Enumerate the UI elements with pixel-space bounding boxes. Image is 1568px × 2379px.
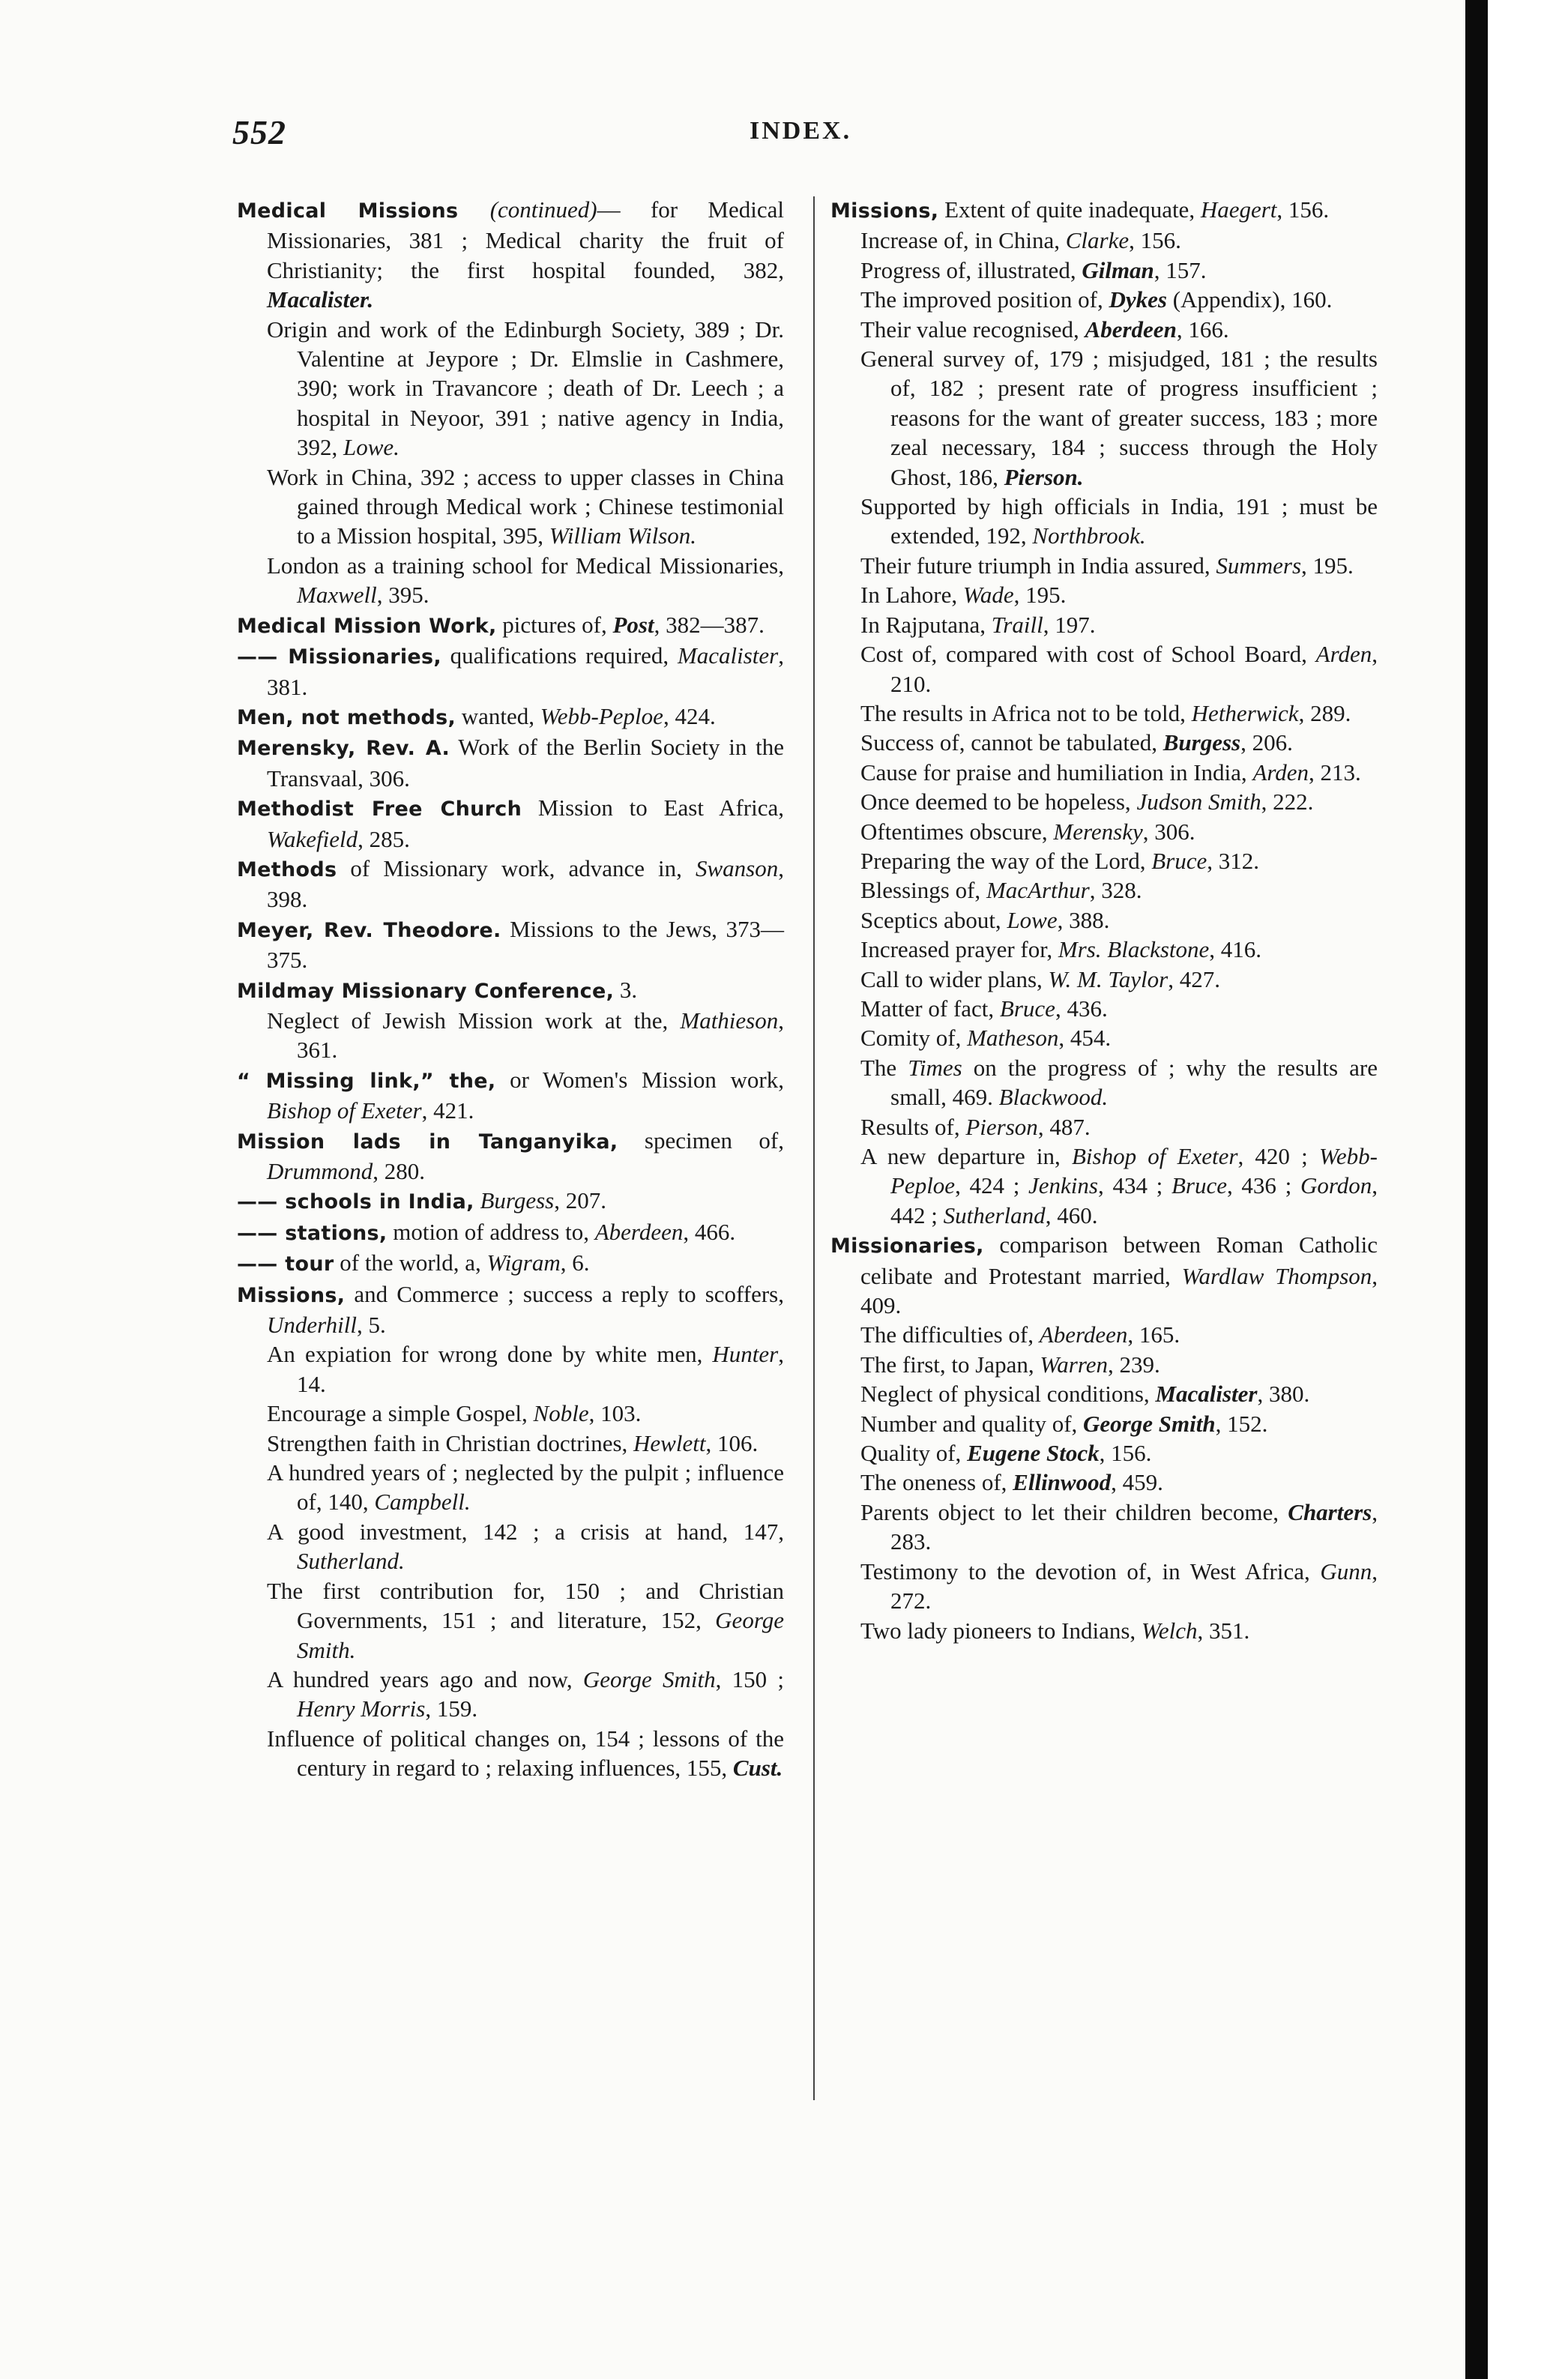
entry-text: , 156. bbox=[1099, 1440, 1152, 1467]
entry-author: Gunn bbox=[1320, 1558, 1372, 1585]
entry-text: , 272. bbox=[890, 1558, 1378, 1614]
index-subentry bbox=[830, 1112, 1378, 1142]
entry-text: , 156. bbox=[1129, 227, 1181, 254]
entry-heading: Methods bbox=[237, 857, 337, 881]
index-subentry bbox=[830, 1468, 1378, 1497]
page-number: 552 bbox=[232, 113, 286, 151]
entry-text: , 328. bbox=[1089, 877, 1142, 904]
index-subentry bbox=[830, 551, 1378, 580]
entry-text: Oftentimes obscure, bbox=[860, 818, 1054, 845]
entry-author: Hunter bbox=[712, 1341, 779, 1368]
entry-author: George Smith bbox=[1083, 1410, 1216, 1437]
entry-text: , 442 ; bbox=[890, 1172, 1378, 1228]
index-entry bbox=[237, 975, 784, 1006]
index-subentry bbox=[237, 462, 784, 551]
entry-author: Noble bbox=[533, 1400, 589, 1427]
index-entry bbox=[237, 1217, 784, 1248]
entry-author: Traill bbox=[991, 611, 1043, 638]
entry-text: , 487. bbox=[1037, 1113, 1091, 1140]
entry-author: Judson Smith bbox=[1136, 789, 1261, 815]
entry-author: Macalister bbox=[1155, 1381, 1258, 1408]
index-entry bbox=[237, 732, 784, 793]
entry-text: A new departure in, bbox=[860, 1143, 1072, 1169]
entry-text: , 421. bbox=[421, 1097, 474, 1124]
entry-heading: “ Missing link,” the, bbox=[237, 1069, 496, 1093]
index-entry bbox=[237, 702, 784, 732]
entry-heading: Missions, bbox=[830, 199, 939, 223]
entry-text: General survey of, 179 ; misjudged, 181 ; the results of, 182 ; present rate of progress insufficient ; reasons for the want of greater success, 183 ; more zeal necessary, 184 ; success through the Holy Ghost, 186, bbox=[860, 346, 1378, 490]
index-subentry bbox=[830, 846, 1378, 875]
entry-author: Webb-Peploe bbox=[890, 1143, 1378, 1199]
entry-author: W. M. Taylor bbox=[1048, 965, 1169, 992]
index-subentry bbox=[830, 1053, 1378, 1112]
index-subentry bbox=[237, 551, 784, 610]
entry-text: pictures of, bbox=[496, 611, 613, 638]
entry-author: Aberdeen bbox=[594, 1218, 684, 1245]
entry-author: Dykes bbox=[1109, 286, 1167, 313]
entry-text: 3. bbox=[614, 976, 638, 1003]
entry-author: Sutherland. bbox=[297, 1548, 405, 1575]
entry-text: The results in Africa not to be told, bbox=[860, 699, 1192, 726]
entry-text: , 460. bbox=[1045, 1201, 1098, 1228]
entry-text: specimen of, bbox=[618, 1127, 785, 1154]
entry-author: Summers bbox=[1216, 552, 1302, 579]
entry-author: Bishop of Exeter bbox=[1071, 1143, 1238, 1169]
entry-text: , 195. bbox=[1013, 582, 1067, 609]
entry-text: Success of, cannot be tabulated, bbox=[860, 729, 1163, 756]
running-head: INDEX. bbox=[750, 117, 852, 145]
entry-author: Campbell. bbox=[374, 1489, 471, 1516]
entry-text: , 436. bbox=[1055, 995, 1108, 1022]
index-subentry bbox=[237, 1724, 784, 1783]
index-entry bbox=[237, 1126, 784, 1187]
entry-text: The difficulties of, bbox=[860, 1321, 1040, 1348]
entry-author: Hewlett bbox=[633, 1429, 706, 1456]
entry-text: , 424. bbox=[663, 702, 716, 729]
entry-text: Testimony to the devotion of, in West Africa, bbox=[860, 1558, 1321, 1585]
entry-text: , 395. bbox=[376, 582, 429, 609]
entry-author: Charters bbox=[1288, 1498, 1372, 1525]
entry-text: Progress of, illustrated, bbox=[860, 256, 1082, 283]
entry-text: Supported by high officials in India, 191 ; must be extended, 192, bbox=[860, 493, 1378, 549]
entry-author: Burgess bbox=[480, 1187, 555, 1214]
column-divider bbox=[813, 196, 815, 2100]
entry-author: Clarke bbox=[1065, 227, 1130, 254]
index-subentry bbox=[237, 1429, 784, 1458]
index-subentry bbox=[237, 315, 784, 462]
entry-text: , 207. bbox=[554, 1187, 606, 1214]
entry-author: Jenkins bbox=[1028, 1172, 1098, 1199]
entry-author: Wakefield bbox=[267, 825, 358, 852]
entry-author: Drummond bbox=[267, 1158, 373, 1184]
index-entry bbox=[237, 641, 784, 702]
index-subentry bbox=[830, 935, 1378, 964]
entry-author: Wigram bbox=[486, 1249, 561, 1276]
entry-heading: Methodist Free Church bbox=[237, 797, 522, 821]
entry-text: , 427. bbox=[1168, 965, 1220, 992]
entry-text: Parents object to let their children become, bbox=[860, 1498, 1288, 1525]
entry-author: Arden bbox=[1252, 759, 1309, 786]
entry-author: (continued) bbox=[489, 196, 597, 223]
entry-text: Influence of political changes on, 154 ; lessons of the century in regard to ; relaxing influences, 155, bbox=[267, 1725, 784, 1782]
entry-author: Haegert bbox=[1200, 196, 1277, 223]
entry-author: Bruce bbox=[999, 995, 1055, 1022]
entry-text: , 351. bbox=[1197, 1617, 1250, 1644]
entry-author: George Smith bbox=[582, 1665, 716, 1692]
entry-text: The oneness of, bbox=[860, 1469, 1013, 1496]
entry-author: Welch bbox=[1141, 1617, 1198, 1644]
entry-text: An expiation for wrong done by white men, bbox=[267, 1341, 713, 1368]
index-subentry bbox=[830, 817, 1378, 846]
entry-heading: Medical Mission Work, bbox=[237, 614, 497, 638]
index-subentry bbox=[830, 905, 1378, 935]
entry-text: , 280. bbox=[373, 1158, 425, 1184]
index-subentry bbox=[830, 492, 1378, 551]
entry-text: Sceptics about, bbox=[860, 906, 1007, 933]
entry-heading: Men, not methods, bbox=[237, 705, 456, 729]
entry-author: Macalister. bbox=[267, 286, 374, 313]
entry-author: Pierson bbox=[965, 1113, 1038, 1140]
entry-text: , 306. bbox=[1142, 818, 1195, 845]
entry-text: — for Medical Missionaries, 381 ; Medical charity the fruit of Christianity; the first hospital founded, 382, bbox=[267, 196, 784, 283]
entry-author: Swanson bbox=[696, 854, 779, 881]
entry-text: , 398. bbox=[267, 854, 784, 913]
entry-text: , 381. bbox=[267, 642, 784, 700]
index-subentry bbox=[830, 1320, 1378, 1349]
entry-text: The first contribution for, 150 ; and Christian Governments, 151 ; and literature, 152, bbox=[267, 1577, 784, 1634]
entry-text: , 222. bbox=[1261, 789, 1314, 815]
entry-text: (Appendix), 160. bbox=[1166, 286, 1333, 313]
entry-text: , 210. bbox=[890, 641, 1378, 697]
entry-text: Neglect of Jewish Mission work at the, bbox=[267, 1007, 681, 1034]
index-subentry bbox=[830, 1379, 1378, 1408]
entry-text: , 103. bbox=[588, 1400, 642, 1427]
entry-text: , 6. bbox=[560, 1249, 590, 1276]
index-subentry bbox=[830, 580, 1378, 609]
entry-text: , 165. bbox=[1127, 1321, 1180, 1348]
entry-text: on the progress of ; why the results are small, 469. bbox=[890, 1054, 1378, 1111]
index-subentry bbox=[830, 1438, 1378, 1468]
entry-text: Work of the Berlin Society in the Transvaal, 306. bbox=[267, 734, 784, 792]
entry-text: , 14. bbox=[297, 1341, 784, 1397]
entry-text: , 312. bbox=[1207, 847, 1260, 874]
index-subentry bbox=[830, 1023, 1378, 1052]
entry-text: , 434 ; bbox=[1098, 1172, 1172, 1199]
entry-text: Cause for praise and humiliation in India, bbox=[860, 759, 1253, 786]
entry-text: , 152. bbox=[1215, 1410, 1268, 1437]
entry-text: A hundred years of ; neglected by the pulpit ; influence of, 140, bbox=[267, 1459, 784, 1516]
entry-heading: —— stations, bbox=[237, 1221, 388, 1245]
entry-author: Gilman bbox=[1082, 256, 1154, 283]
entry-heading: Mission lads in Tanganyika, bbox=[237, 1130, 618, 1154]
entry-text: A good investment, 142 ; a crisis at hand, 147, bbox=[267, 1518, 784, 1545]
index-entry bbox=[237, 914, 784, 975]
index-entry bbox=[237, 793, 784, 854]
entry-text: Quality of, bbox=[860, 1440, 968, 1467]
index-subentry bbox=[237, 1458, 784, 1517]
entry-author: Matheson bbox=[967, 1025, 1059, 1052]
entry-text: Once deemed to be hopeless, bbox=[860, 789, 1137, 815]
index-subentry bbox=[237, 1399, 784, 1428]
index-subentry bbox=[830, 315, 1378, 344]
entry-text: Encourage a simple Gospel, bbox=[267, 1400, 534, 1427]
entry-text: Call to wider plans, bbox=[860, 965, 1049, 992]
index-subentry bbox=[830, 728, 1378, 757]
index-entry bbox=[237, 1186, 784, 1216]
entry-text: , 159. bbox=[425, 1695, 478, 1722]
index-entry bbox=[237, 1279, 784, 1340]
entry-text: , 195. bbox=[1301, 552, 1354, 579]
entry-heading: —— Missionaries, bbox=[237, 645, 441, 669]
scan-edge-bar bbox=[1465, 0, 1488, 2379]
entry-author: Wade bbox=[962, 582, 1014, 609]
entry-text: qualifications required, bbox=[441, 642, 678, 669]
entry-author: Maxwell bbox=[297, 582, 377, 609]
entry-author: Wardlaw Thompson bbox=[1181, 1262, 1372, 1289]
index-subentry bbox=[237, 1576, 784, 1665]
index-subentry bbox=[830, 1498, 1378, 1557]
index-subentry bbox=[830, 1557, 1378, 1616]
index-entry bbox=[237, 854, 784, 914]
entry-text: , 206. bbox=[1240, 729, 1293, 756]
entry-heading: Missions, bbox=[237, 1283, 346, 1307]
entry-text: London as a training school for Medical Missionaries, bbox=[267, 552, 784, 579]
entry-heading: —— schools in India, bbox=[237, 1190, 474, 1214]
entry-text: Number and quality of, bbox=[860, 1410, 1084, 1437]
index-subentry bbox=[830, 344, 1378, 492]
index-subentry bbox=[830, 639, 1378, 699]
entry-author: Blackwood. bbox=[998, 1084, 1109, 1111]
index-subentry bbox=[830, 1350, 1378, 1379]
index-subentry bbox=[237, 1006, 784, 1065]
index-entry bbox=[830, 195, 1378, 226]
entry-text: Their value recognised, bbox=[860, 316, 1085, 343]
scan-margin bbox=[1488, 0, 1568, 2379]
entry-text: , 466. bbox=[683, 1218, 736, 1245]
entry-text: Results of, bbox=[860, 1113, 966, 1140]
entry-text: Extent of quite inadequate, bbox=[938, 196, 1201, 223]
entry-text: , 239. bbox=[1108, 1351, 1160, 1378]
entry-heading: Mildmay Missionary Conference, bbox=[237, 979, 615, 1003]
entry-author: Bruce bbox=[1171, 1172, 1227, 1199]
entry-author: Sutherland bbox=[943, 1201, 1046, 1228]
entry-text: The bbox=[860, 1054, 908, 1081]
entry-text: In Rajputana, bbox=[860, 611, 992, 638]
entry-text: , 424 ; bbox=[955, 1172, 1029, 1199]
index-subentry bbox=[830, 1616, 1378, 1645]
entry-author: Arden bbox=[1315, 641, 1372, 668]
entry-author: Mrs. Blackstone bbox=[1058, 936, 1210, 963]
entry-text: , 156. bbox=[1276, 196, 1330, 223]
entry-text: Their future triumph in India assured, bbox=[860, 552, 1216, 579]
index-subentry bbox=[830, 226, 1378, 255]
entry-heading: Medical Missions bbox=[237, 199, 490, 223]
entry-author: Hetherwick bbox=[1191, 699, 1299, 726]
entry-author: Eugene Stock bbox=[967, 1440, 1100, 1467]
entry-text: , 361. bbox=[297, 1007, 784, 1064]
entry-author: Gordon bbox=[1300, 1172, 1372, 1199]
entry-text: The improved position of, bbox=[860, 286, 1109, 313]
entry-heading: Merensky, Rev. A. bbox=[237, 737, 450, 761]
entry-author: William Wilson. bbox=[549, 522, 697, 549]
entry-author: Aberdeen bbox=[1085, 316, 1177, 343]
entry-author: Underhill bbox=[267, 1312, 357, 1339]
entry-text: , 157. bbox=[1154, 256, 1207, 283]
entry-text: Origin and work of the Edinburgh Society, 389 ; Dr. Valentine at Jeypore ; Dr. Elmslie in Cashmere, 390; work in Travancore ; death of Dr. Leech ; a hospital in Neyoor, 391 ; native agency in India, 392, bbox=[267, 316, 784, 461]
entry-text: motion of address to, bbox=[387, 1218, 595, 1245]
entry-text: The first, to Japan, bbox=[860, 1351, 1040, 1378]
entry-text: Comity of, bbox=[860, 1025, 968, 1052]
entry-text: , 106. bbox=[705, 1429, 759, 1456]
entry-author: Pierson. bbox=[1004, 463, 1084, 490]
entry-text: A hundred years ago and now, bbox=[267, 1665, 583, 1692]
entry-author: Aberdeen bbox=[1039, 1321, 1128, 1348]
index-entry bbox=[237, 1065, 784, 1126]
entry-text: , 388. bbox=[1057, 906, 1110, 933]
entry-author: Mathieson bbox=[680, 1007, 779, 1034]
entry-text: , 197. bbox=[1043, 611, 1096, 638]
entry-text: , 409. bbox=[860, 1262, 1378, 1319]
entry-text: , 436 ; bbox=[1226, 1172, 1300, 1199]
index-subentry bbox=[237, 1665, 784, 1724]
entry-author: George Smith. bbox=[297, 1607, 784, 1663]
entry-text: Missions to the Jews, 373—375. bbox=[267, 915, 784, 974]
entry-text: or Women's Mission work, bbox=[495, 1066, 784, 1093]
entry-text: , 459. bbox=[1111, 1469, 1163, 1496]
index-entry bbox=[237, 195, 784, 315]
entry-text: , 420 ; bbox=[1237, 1143, 1319, 1169]
index-entry bbox=[830, 1230, 1378, 1320]
index-column-left bbox=[237, 195, 784, 1783]
entry-text: In Lahore, bbox=[860, 582, 963, 609]
entry-text: Strengthen faith in Christian doctrines, bbox=[267, 1429, 634, 1456]
entry-text: Blessings of, bbox=[860, 877, 986, 904]
entry-text: Two lady pioneers to Indians, bbox=[860, 1617, 1142, 1644]
page-header bbox=[232, 112, 1379, 157]
index-subentry bbox=[830, 1409, 1378, 1438]
entry-author: Bishop of Exeter bbox=[267, 1097, 422, 1124]
entry-text: comparison between Roman Catholic celibate and Protestant married, bbox=[860, 1231, 1378, 1289]
entry-author: Ellinwood bbox=[1013, 1469, 1112, 1496]
entry-author: Henry Morris bbox=[297, 1695, 426, 1722]
entry-author: Times bbox=[908, 1054, 962, 1081]
index-subentry bbox=[237, 1339, 784, 1399]
entry-author: Macalister bbox=[677, 642, 779, 669]
entry-text: , 380. bbox=[1257, 1381, 1310, 1408]
entry-author: Webb-Peploe bbox=[540, 702, 663, 729]
entry-text: Increased prayer for, bbox=[860, 936, 1058, 963]
entry-text: , 5. bbox=[357, 1312, 386, 1339]
entry-author: MacArthur bbox=[986, 877, 1090, 904]
entry-text: wanted, bbox=[456, 702, 540, 729]
entry-text: , 382—387. bbox=[654, 611, 765, 638]
entry-text: Cost of, compared with cost of School Board, bbox=[860, 641, 1316, 668]
entry-author: Lowe bbox=[1007, 906, 1058, 933]
entry-author: Lowe. bbox=[343, 434, 399, 461]
index-subentry bbox=[830, 699, 1378, 728]
index-column-right bbox=[830, 195, 1378, 1645]
index-subentry bbox=[830, 787, 1378, 816]
index-subentry bbox=[830, 758, 1378, 787]
entry-author: Cust. bbox=[732, 1755, 783, 1782]
entry-text: , 283. bbox=[890, 1498, 1378, 1555]
entry-text: Matter of fact, bbox=[860, 995, 1000, 1022]
entry-text: Increase of, in China, bbox=[860, 227, 1066, 254]
entry-text: , 150 ; bbox=[715, 1665, 784, 1692]
entry-text: Work in China, 392 ; access to upper classes in China gained through Medical work ; Chinese testimonial to a Mission hospital, 395, bbox=[267, 463, 784, 549]
entry-heading: —— tour bbox=[237, 1252, 334, 1276]
entry-text: Mission to East Africa, bbox=[522, 794, 784, 821]
entry-text: of the world, a, bbox=[334, 1249, 487, 1276]
entry-text: , 285. bbox=[358, 825, 410, 852]
index-subentry bbox=[830, 285, 1378, 314]
index-subentry bbox=[830, 610, 1378, 639]
entry-author: Post bbox=[612, 611, 654, 638]
entry-text: of Missionary work, advance in, bbox=[337, 854, 696, 881]
entry-heading: Meyer, Rev. Theodore. bbox=[237, 918, 501, 942]
entry-text: , 454. bbox=[1058, 1025, 1112, 1052]
index-entry bbox=[237, 610, 784, 641]
entry-author: Merensky bbox=[1053, 818, 1143, 845]
index-subentry bbox=[830, 875, 1378, 905]
index-subentry bbox=[830, 994, 1378, 1023]
entry-text: , 289. bbox=[1298, 699, 1351, 726]
entry-author: Bruce bbox=[1151, 847, 1207, 874]
entry-text: , 213. bbox=[1309, 759, 1361, 786]
index-subentry bbox=[830, 965, 1378, 994]
entry-text: Preparing the way of the Lord, bbox=[860, 847, 1152, 874]
entry-text: Neglect of physical conditions, bbox=[860, 1381, 1156, 1408]
index-subentry bbox=[237, 1517, 784, 1576]
entry-author: Northbrook. bbox=[1032, 522, 1146, 549]
entry-author: Burgess bbox=[1163, 729, 1241, 756]
entry-heading: Missionaries, bbox=[830, 1234, 984, 1258]
entry-text: and Commerce ; success a reply to scoffers, bbox=[345, 1280, 784, 1307]
entry-text: , 416. bbox=[1209, 936, 1262, 963]
index-entry bbox=[237, 1248, 784, 1279]
index-subentry bbox=[830, 1142, 1378, 1230]
entry-author: Warren bbox=[1040, 1351, 1109, 1378]
entry-text: , 166. bbox=[1176, 316, 1229, 343]
index-subentry bbox=[830, 256, 1378, 285]
